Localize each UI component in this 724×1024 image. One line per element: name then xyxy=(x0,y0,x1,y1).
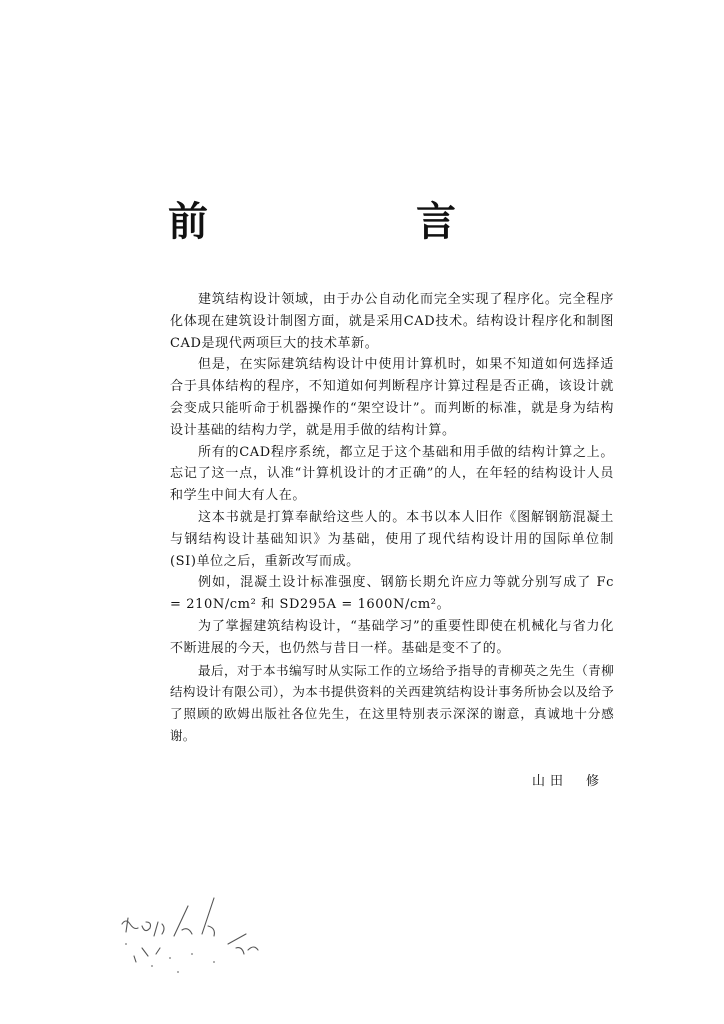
paragraph-4: 这本书就是打算奉献给这些人的。本书以本人旧作《图解钢筋混凝土与钢结构设计基础知识》为基础，使用了现代结构设计用的国际单位制(SI)单位之后，重新改写而成。 xyxy=(170,509,614,569)
preface-body xyxy=(170,289,614,747)
paragraph-7: 最后，对于本书编写时从实际工作的立场给予指导的青柳英之先生（青柳结构设计有限公司），为本书提供资料的关西建筑结构设计事务所协会以及给予了照顾的欧姆出版社各位先生，在这里特别表示深深的谢意，真诚地十分感谢。 xyxy=(170,662,614,743)
paragraph-3: 所有的CAD程序系统，都立足于这个基础和用手做的结构计算之上。忘记了这一点，认准“计算机设计的才正确”的人，在年轻的结构设计人员和学生中间大有人在。 xyxy=(170,444,614,504)
author-signature: 山田 修 xyxy=(532,774,605,789)
paragraph-1: 建筑结构设计领域，由于办公自动化而完全实现了程序化。完全程序化体现在建筑设计制图方面，就是采用CAD技术。结构设计程序化和制图CAD是现代两项巨大的技术革新。 xyxy=(170,292,614,351)
page-title: 前 言 xyxy=(168,199,540,245)
paragraph-6: 为了掌握建筑结构设计，“基础学习”的重要性即使在机械化与省力化不断进展的今天，也仍然与昔日一样。基础是变不了的。 xyxy=(170,618,614,656)
handwritten-mark xyxy=(112,896,282,986)
paragraph-2: 但是，在实际建筑结构设计中使用计算机时，如果不知道如何选择适合于具体结构的程序，不知道如何判断程序计算过程是否正确，该设计就会变成只能听命于机器操作的“架空设计”。而判断的标准，就是身为结构设计基础的结构力学，就是用手做的结构计算。 xyxy=(170,357,614,438)
paragraph-5: 例如，混凝土设计标准强度、钢筋长期允许应力等就分别写成了 Fc = 210N/cm² 和 SD295A = 1600N/cm²。 xyxy=(170,575,614,613)
